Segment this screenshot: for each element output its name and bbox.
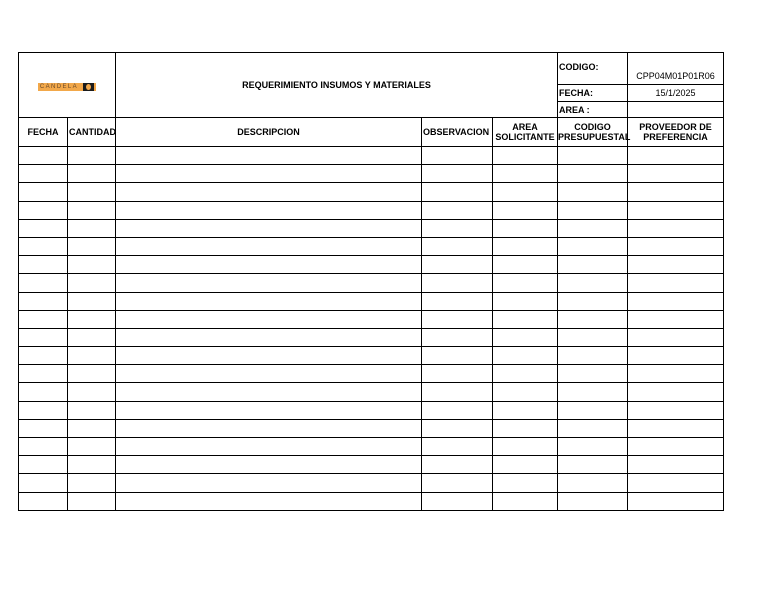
cell-cantidad[interactable] [68,438,116,456]
cell-proveedor[interactable] [628,401,724,419]
cell-area-solicitante[interactable] [493,183,558,201]
cell-fecha[interactable] [19,256,68,274]
cell-cantidad[interactable] [68,456,116,474]
cell-area-solicitante[interactable] [493,201,558,219]
cell-proveedor[interactable] [628,219,724,237]
form-title: REQUERIMIENTO INSUMOS Y MATERIALES [116,53,558,118]
logo-mark-icon [83,83,94,91]
cell-fecha[interactable] [19,310,68,328]
cell-proveedor[interactable] [628,237,724,255]
table-row [19,310,724,328]
fecha-value[interactable]: 15/1/2025 [628,85,724,102]
cell-area-solicitante[interactable] [493,237,558,255]
cell-fecha[interactable] [19,492,68,510]
cell-proveedor[interactable] [628,147,724,165]
cell-area-solicitante[interactable] [493,419,558,437]
cell-observacion[interactable] [422,365,493,383]
cell-cantidad[interactable] [68,383,116,401]
cell-proveedor[interactable] [628,456,724,474]
cell-codigo-presupuestal[interactable] [558,328,628,346]
cell-cantidad[interactable] [68,474,116,492]
cell-observacion[interactable] [422,401,493,419]
column-header-cantidad: CANTIDAD [68,118,116,147]
cell-area-solicitante[interactable] [493,456,558,474]
cell-area-solicitante[interactable] [493,347,558,365]
cell-cantidad[interactable] [68,147,116,165]
cell-cantidad[interactable] [68,274,116,292]
table-row [19,347,724,365]
cell-descripcion[interactable] [116,292,422,310]
cell-proveedor[interactable] [628,310,724,328]
column-header-observacion: OBSERVACION [422,118,493,147]
cell-cantidad[interactable] [68,165,116,183]
table-row [19,456,724,474]
cell-observacion[interactable] [422,310,493,328]
cell-cantidad[interactable] [68,237,116,255]
cell-fecha[interactable] [19,419,68,437]
cell-observacion[interactable] [422,183,493,201]
logo-cell [19,53,116,118]
table-row [19,165,724,183]
cell-observacion[interactable] [422,274,493,292]
cell-proveedor[interactable] [628,201,724,219]
cell-codigo-presupuestal[interactable] [558,201,628,219]
requirement-form-table [18,52,724,511]
cell-fecha[interactable] [19,365,68,383]
cell-descripcion[interactable] [116,183,422,201]
cell-descripcion[interactable] [116,310,422,328]
cell-proveedor[interactable] [628,292,724,310]
cell-descripcion[interactable] [116,438,422,456]
cell-descripcion[interactable] [116,492,422,510]
cell-observacion[interactable] [422,237,493,255]
cell-observacion[interactable] [422,419,493,437]
cell-cantidad[interactable] [68,183,116,201]
cell-cantidad[interactable] [68,419,116,437]
cell-observacion[interactable] [422,347,493,365]
cell-area-solicitante[interactable] [493,310,558,328]
cell-fecha[interactable] [19,147,68,165]
area-label: AREA : [558,102,628,118]
cell-descripcion[interactable] [116,165,422,183]
cell-proveedor[interactable] [628,256,724,274]
codigo-value: CPP04M01P01R06 [628,53,724,85]
cell-fecha[interactable] [19,456,68,474]
cell-cantidad[interactable] [68,401,116,419]
cell-cantidad[interactable] [68,310,116,328]
column-header-descripcion: DESCRIPCION [116,118,422,147]
cell-proveedor[interactable] [628,347,724,365]
cell-descripcion[interactable] [116,365,422,383]
cell-codigo-presupuestal[interactable] [558,165,628,183]
cell-proveedor[interactable] [628,438,724,456]
cell-area-solicitante[interactable] [493,328,558,346]
cell-observacion[interactable] [422,474,493,492]
cell-fecha[interactable] [19,201,68,219]
cell-fecha[interactable] [19,401,68,419]
cell-cantidad[interactable] [68,219,116,237]
cell-proveedor[interactable] [628,274,724,292]
column-header-codigo-presupuestal: CODIGO PRESUPUESTAL [558,118,628,147]
cell-area-solicitante[interactable] [493,274,558,292]
cell-descripcion[interactable] [116,347,422,365]
cell-descripcion[interactable] [116,147,422,165]
cell-codigo-presupuestal[interactable] [558,347,628,365]
cell-area-solicitante[interactable] [493,365,558,383]
cell-descripcion[interactable] [116,237,422,255]
cell-area-solicitante[interactable] [493,256,558,274]
table-row [19,474,724,492]
table-row [19,328,724,346]
table-row [19,183,724,201]
cell-cantidad[interactable] [68,347,116,365]
column-header-fecha: FECHA [19,118,68,147]
cell-descripcion[interactable] [116,328,422,346]
cell-codigo-presupuestal[interactable] [558,310,628,328]
codigo-label: CODIGO: [558,53,628,85]
table-row [19,237,724,255]
cell-cantidad[interactable] [68,201,116,219]
area-value[interactable] [628,102,724,118]
cell-codigo-presupuestal[interactable] [558,147,628,165]
cell-codigo-presupuestal[interactable] [558,237,628,255]
cell-proveedor[interactable] [628,492,724,510]
cell-codigo-presupuestal[interactable] [558,219,628,237]
cell-descripcion[interactable] [116,274,422,292]
cell-cantidad[interactable] [68,292,116,310]
cell-descripcion[interactable] [116,456,422,474]
cell-descripcion[interactable] [116,383,422,401]
cell-descripcion[interactable] [116,419,422,437]
cell-descripcion[interactable] [116,256,422,274]
cell-fecha[interactable] [19,219,68,237]
table-row [19,256,724,274]
cell-cantidad[interactable] [68,256,116,274]
cell-codigo-presupuestal[interactable] [558,419,628,437]
cell-proveedor[interactable] [628,383,724,401]
cell-observacion[interactable] [422,328,493,346]
cell-descripcion[interactable] [116,201,422,219]
table-row [19,201,724,219]
cell-area-solicitante[interactable] [493,438,558,456]
column-header-area-solicitante: AREA SOLICITANTE [493,118,558,147]
cell-observacion[interactable] [422,292,493,310]
table-row [19,419,724,437]
cell-codigo-presupuestal[interactable] [558,474,628,492]
cell-area-solicitante[interactable] [493,401,558,419]
cell-codigo-presupuestal[interactable] [558,292,628,310]
cell-fecha[interactable] [19,274,68,292]
cell-observacion[interactable] [422,492,493,510]
cell-fecha[interactable] [19,183,68,201]
cell-observacion[interactable] [422,383,493,401]
cell-observacion[interactable] [422,201,493,219]
table-row [19,365,724,383]
cell-proveedor[interactable] [628,365,724,383]
cell-cantidad[interactable] [68,328,116,346]
logo-text: CANDELA [39,83,79,90]
cell-observacion[interactable] [422,147,493,165]
cell-area-solicitante[interactable] [493,474,558,492]
cell-codigo-presupuestal[interactable] [558,383,628,401]
cell-cantidad[interactable] [68,365,116,383]
cell-codigo-presupuestal[interactable] [558,456,628,474]
cell-proveedor[interactable] [628,183,724,201]
cell-codigo-presupuestal[interactable] [558,256,628,274]
cell-proveedor[interactable] [628,328,724,346]
cell-fecha[interactable] [19,292,68,310]
cell-proveedor[interactable] [628,419,724,437]
cell-codigo-presupuestal[interactable] [558,183,628,201]
cell-fecha[interactable] [19,165,68,183]
cell-fecha[interactable] [19,237,68,255]
table-row [19,438,724,456]
cell-area-solicitante[interactable] [493,165,558,183]
cell-codigo-presupuestal[interactable] [558,365,628,383]
cell-codigo-presupuestal[interactable] [558,401,628,419]
table-row [19,219,724,237]
cell-fecha[interactable] [19,347,68,365]
cell-observacion[interactable] [422,438,493,456]
cell-descripcion[interactable] [116,401,422,419]
table-row [19,292,724,310]
cell-observacion[interactable] [422,219,493,237]
cell-fecha[interactable] [19,383,68,401]
cell-proveedor[interactable] [628,474,724,492]
cell-area-solicitante[interactable] [493,383,558,401]
cell-observacion[interactable] [422,456,493,474]
cell-descripcion[interactable] [116,219,422,237]
cell-area-solicitante[interactable] [493,492,558,510]
cell-fecha[interactable] [19,438,68,456]
table-row [19,147,724,165]
cell-area-solicitante[interactable] [493,219,558,237]
cell-cantidad[interactable] [68,492,116,510]
table-row [19,401,724,419]
candela-logo [38,83,96,91]
cell-fecha[interactable] [19,474,68,492]
table-row [19,274,724,292]
cell-codigo-presupuestal[interactable] [558,274,628,292]
cell-area-solicitante[interactable] [493,147,558,165]
cell-observacion[interactable] [422,256,493,274]
cell-codigo-presupuestal[interactable] [558,492,628,510]
cell-fecha[interactable] [19,328,68,346]
cell-observacion[interactable] [422,165,493,183]
column-header-proveedor: PROVEEDOR DE PREFERENCIA [628,118,724,147]
cell-area-solicitante[interactable] [493,292,558,310]
cell-proveedor[interactable] [628,165,724,183]
fecha-label: FECHA: [558,85,628,102]
table-row [19,492,724,510]
table-row [19,383,724,401]
cell-codigo-presupuestal[interactable] [558,438,628,456]
cell-descripcion[interactable] [116,474,422,492]
